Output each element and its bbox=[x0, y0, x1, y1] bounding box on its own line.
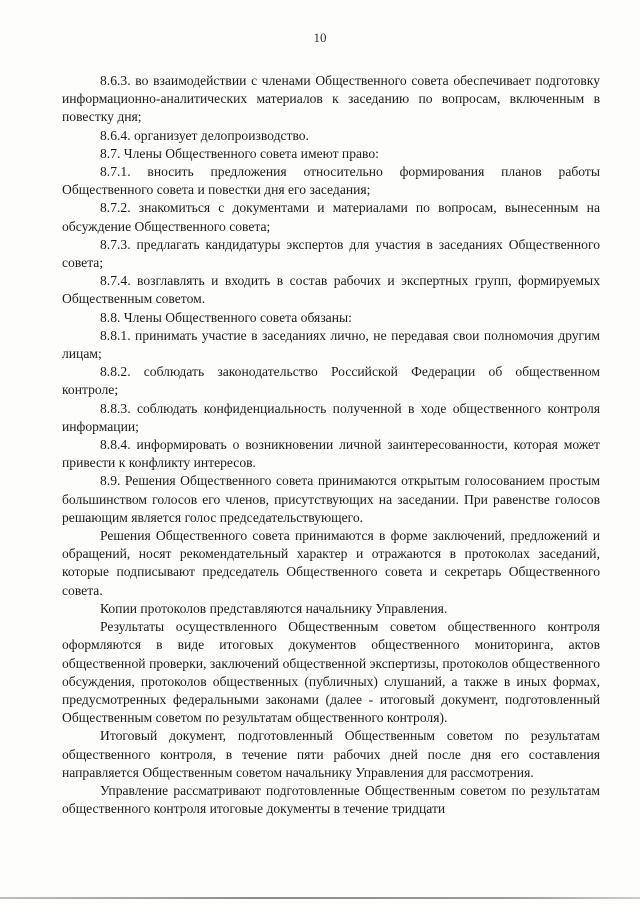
page-number: 10 bbox=[313, 30, 327, 45]
document-body bbox=[62, 72, 600, 818]
scan-bottom-edge bbox=[0, 897, 640, 899]
paragraph-decisions: Решения Общественного совета принимаются в форме заключений, предложений и обращений, носят рекомендательный характер и отражаются в протоколах заседаний, которые подписывают председатель Общественного совета и секретарь Общественного совета. bbox=[62, 528, 600, 598]
paragraph-8-7-1: 8.7.1. вносить предложения относительно формирования планов работы Общественного совета и повестки дня его заседания; bbox=[62, 164, 600, 198]
paragraph-8-9: 8.9. Решения Общественного совета принимаются открытым голосованием простым большинством голосов его членов, присутствующих на заседании. При равенстве голосов решающим является голос председательствующего. bbox=[62, 473, 600, 525]
paragraph-management-review: Управление рассматривают подготовленные Общественным советом по результатам общественного контроля итоговые документы в течение тридцати bbox=[62, 782, 600, 817]
paragraph-8-8-4: 8.8.4. информировать о возникновении личной заинтересованности, которая может привести к конфликту интересов. bbox=[62, 437, 600, 471]
paragraph-8-6-3: 8.6.3. во взаимодействии с членами Общественного совета обеспечивает подготовку информационно-аналитических материалов к заседанию по вопросам, включенным в повестку дня; bbox=[62, 73, 600, 125]
paragraph-8-7-2: 8.7.2. знакомиться с документами и материалами по вопросам, вынесенным на обсуждение Общественного совета; bbox=[62, 200, 600, 234]
paragraph-8-7: 8.7. Члены Общественного совета имеют право: bbox=[100, 145, 379, 161]
paragraph-control-results: Результаты осуществленного Общественным советом общественного контроля оформляются в виде итоговых документов общественного мониторинга, актов общественной проверки, заключений общественной экспертизы, протоколов общественного обсуждения, протоколов общественных (публичных) слушаний, а также в иных формах, предусмотренных федеральными законами (далее - итоговый документ, подготовленный Общественным советом по результатам общественного контроля). bbox=[62, 619, 600, 726]
paragraph-8-8-3: 8.8.3. соблюдать конфиденциальность полученной в ходе общественного контроля информации; bbox=[62, 400, 600, 434]
paragraph-8-8-2: 8.8.2. соблюдать законодательство Российской Федерации об общественном контроле; bbox=[62, 364, 600, 398]
paragraph-8-8-1: 8.8.1. принимать участие в заседаниях лично, не передавая свои полномочия другим лицам; bbox=[62, 327, 600, 362]
paragraph-8-6-4: 8.6.4. организует делопроизводство. bbox=[100, 127, 309, 143]
paragraph-8-7-4: 8.7.4. возглавлять и входить в состав рабочих и экспертных групп, формируемых Общественным советом. bbox=[62, 273, 600, 307]
paragraph-8-8: 8.8. Члены Общественного совета обязаны: bbox=[100, 309, 352, 325]
paragraph-protocol-copies: Копии протоколов представляются начальнику Управления. bbox=[100, 600, 448, 616]
paragraph-final-document: Итоговый документ, подготовленный Общественным советом по результатам общественного контроля, в течение пяти рабочих дней после дня его составления направляется Общественным советом начальнику Управления для рассмотрения. bbox=[62, 728, 600, 780]
paragraph-8-7-3: 8.7.3. предлагать кандидатуры экспертов для участия в заседаниях Общественного совета; bbox=[62, 236, 600, 271]
